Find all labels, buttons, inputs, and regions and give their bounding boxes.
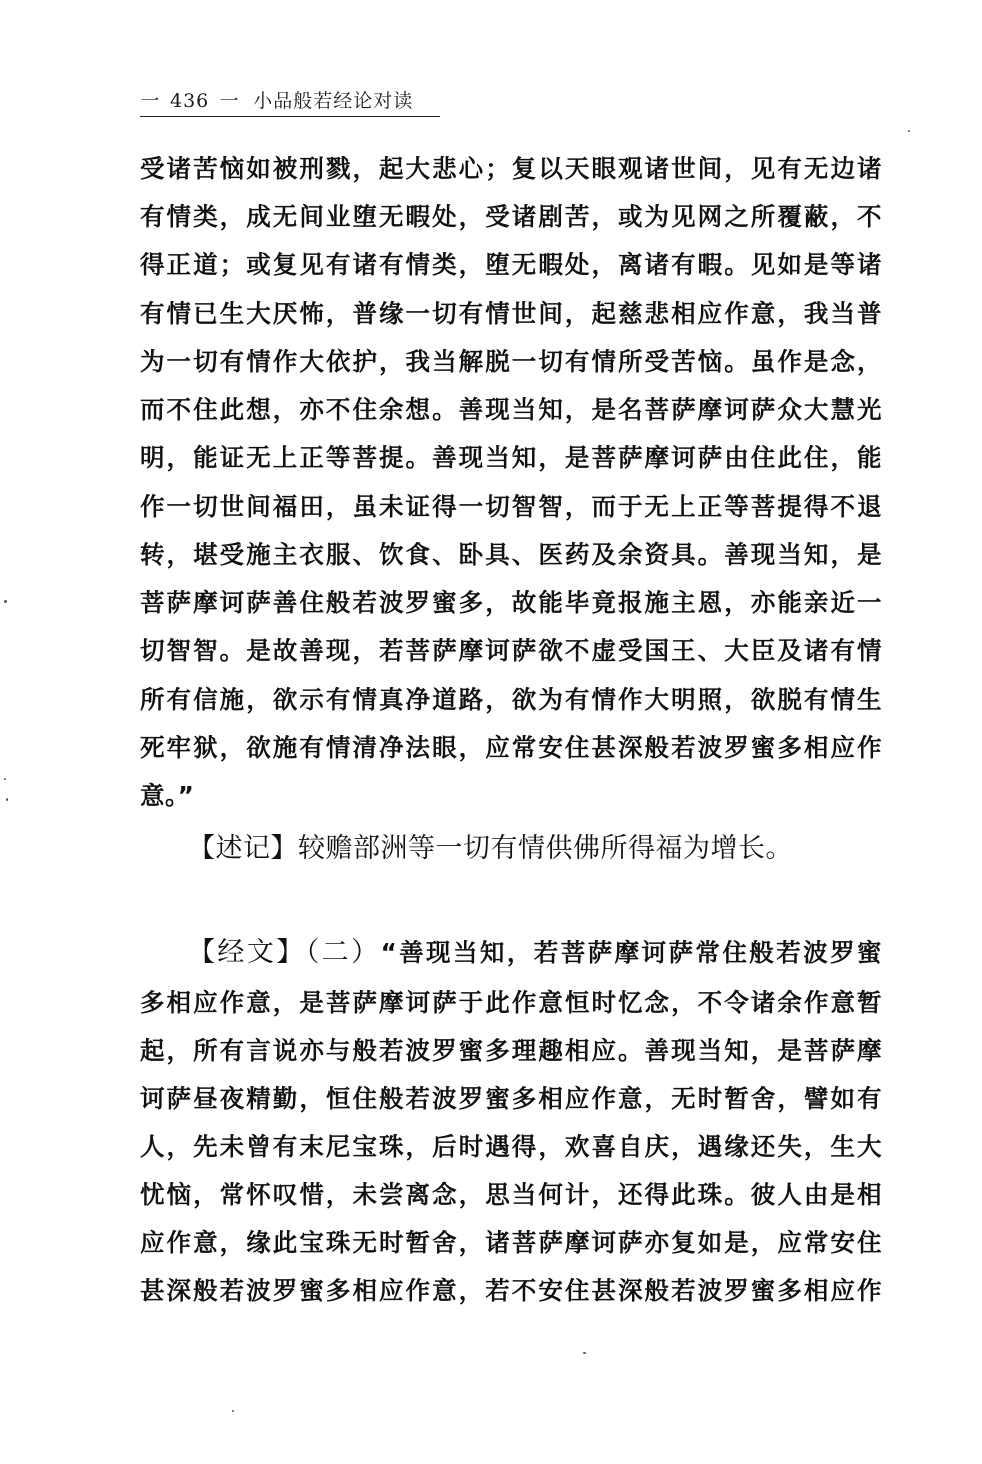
jingwen-number: （二） [305, 937, 381, 968]
text-line: 得正道；或复见有诸有情类，堕无暇处，离诸有暇。见如是等诸 [140, 250, 882, 279]
text-line: 而不住此想，亦不住余想。善现当知，是名菩萨摩诃萨众大慧光 [140, 395, 882, 424]
jingwen-first-line [188, 930, 882, 969]
text-line: 多相应作意，是菩萨摩诃萨于此作意恒时忆念，不令诸余作意暂 [140, 988, 882, 1017]
jingwen-first-text: “善现当知，若菩萨摩诃萨常住般若波罗蜜 [380, 938, 883, 967]
text-line: 菩萨摩诃萨善住般若波罗蜜多，故能毕竟报施主恩，亦能亲近一 [140, 588, 882, 617]
text-line: 转，堪受施主衣服、饮食、卧具、医药及余资具。善现当知，是 [140, 540, 882, 569]
scan-speck [4, 600, 7, 603]
scan-speck [6, 798, 8, 801]
page-number: 436 [170, 90, 210, 112]
text-line: 有情已生大厌怖，普缘一切有情世间，起慈悲相应作意，我当普 [140, 299, 882, 328]
text-line: 起，所有言说亦与般若波罗蜜多理趣相应。善现当知，是菩萨摩 [140, 1036, 882, 1065]
text-line: 明，能证无上正等菩提。善现当知，是菩萨摩诃萨由住此住，能 [140, 443, 882, 472]
shuji-paragraph [188, 826, 793, 865]
book-title: 小品般若经论对读 [253, 90, 414, 112]
text-line: 受诸苦恼如被刑戮，起大悲心；复以天眼观诸世间，见有无边诸 [140, 154, 882, 183]
text-line: 甚深般若波罗蜜多相应作意，若不安住甚深般若波罗蜜多相应作 [140, 1276, 882, 1305]
shuji-tag: 【述记】 [188, 833, 298, 864]
text-line: 为一切有情作大依护，我当解脱一切有情所受苦恼。虽作是念， [140, 347, 882, 376]
text-line: 人，先未曾有末尼宝珠，后时遇得，欢喜自庆，遇缘还失，生大 [140, 1132, 882, 1161]
text-line: 诃萨昼夜精勤，恒住般若波罗蜜多相应作意，无时暂舍，譬如有 [140, 1084, 882, 1113]
text-line: 意。” [140, 781, 195, 810]
scan-speck [908, 130, 910, 132]
page-header [140, 86, 440, 117]
header-dash-right: 一 [219, 90, 239, 112]
scan-speck [583, 1352, 586, 1354]
scan-speck [4, 778, 6, 780]
shuji-text: 较赡部洲等一切有情供佛所得福为增长。 [298, 833, 793, 864]
text-line: 忧恼，常怀叹惜，未尝离念，思当何计，还得此珠。彼人由是相 [140, 1180, 882, 1209]
text-line: 有情类，成无间业堕无暇处，受诸剧苦，或为见网之所覆蔽，不 [140, 202, 882, 231]
scan-speck [232, 1410, 234, 1412]
jingwen-tag: 【经文】 [188, 937, 306, 968]
text-line: 切智智。是故善现，若菩萨摩诃萨欲不虚受国王、大臣及诸有情 [140, 636, 882, 665]
text-line: 应作意，缘此宝珠无时暂舍，诸菩萨摩诃萨亦复如是，应常安住 [140, 1228, 882, 1257]
text-line: 死牢狱，欲施有情清净法眼，应常安住甚深般若波罗蜜多相应作 [140, 733, 882, 762]
text-line: 作一切世间福田，虽未证得一切智智，而于无上正等菩提得不退 [140, 492, 882, 521]
header-dash-left: 一 [140, 90, 160, 112]
text-line: 所有信施，欲示有情真净道路，欲为有情作大明照，欲脱有情生 [140, 685, 882, 714]
